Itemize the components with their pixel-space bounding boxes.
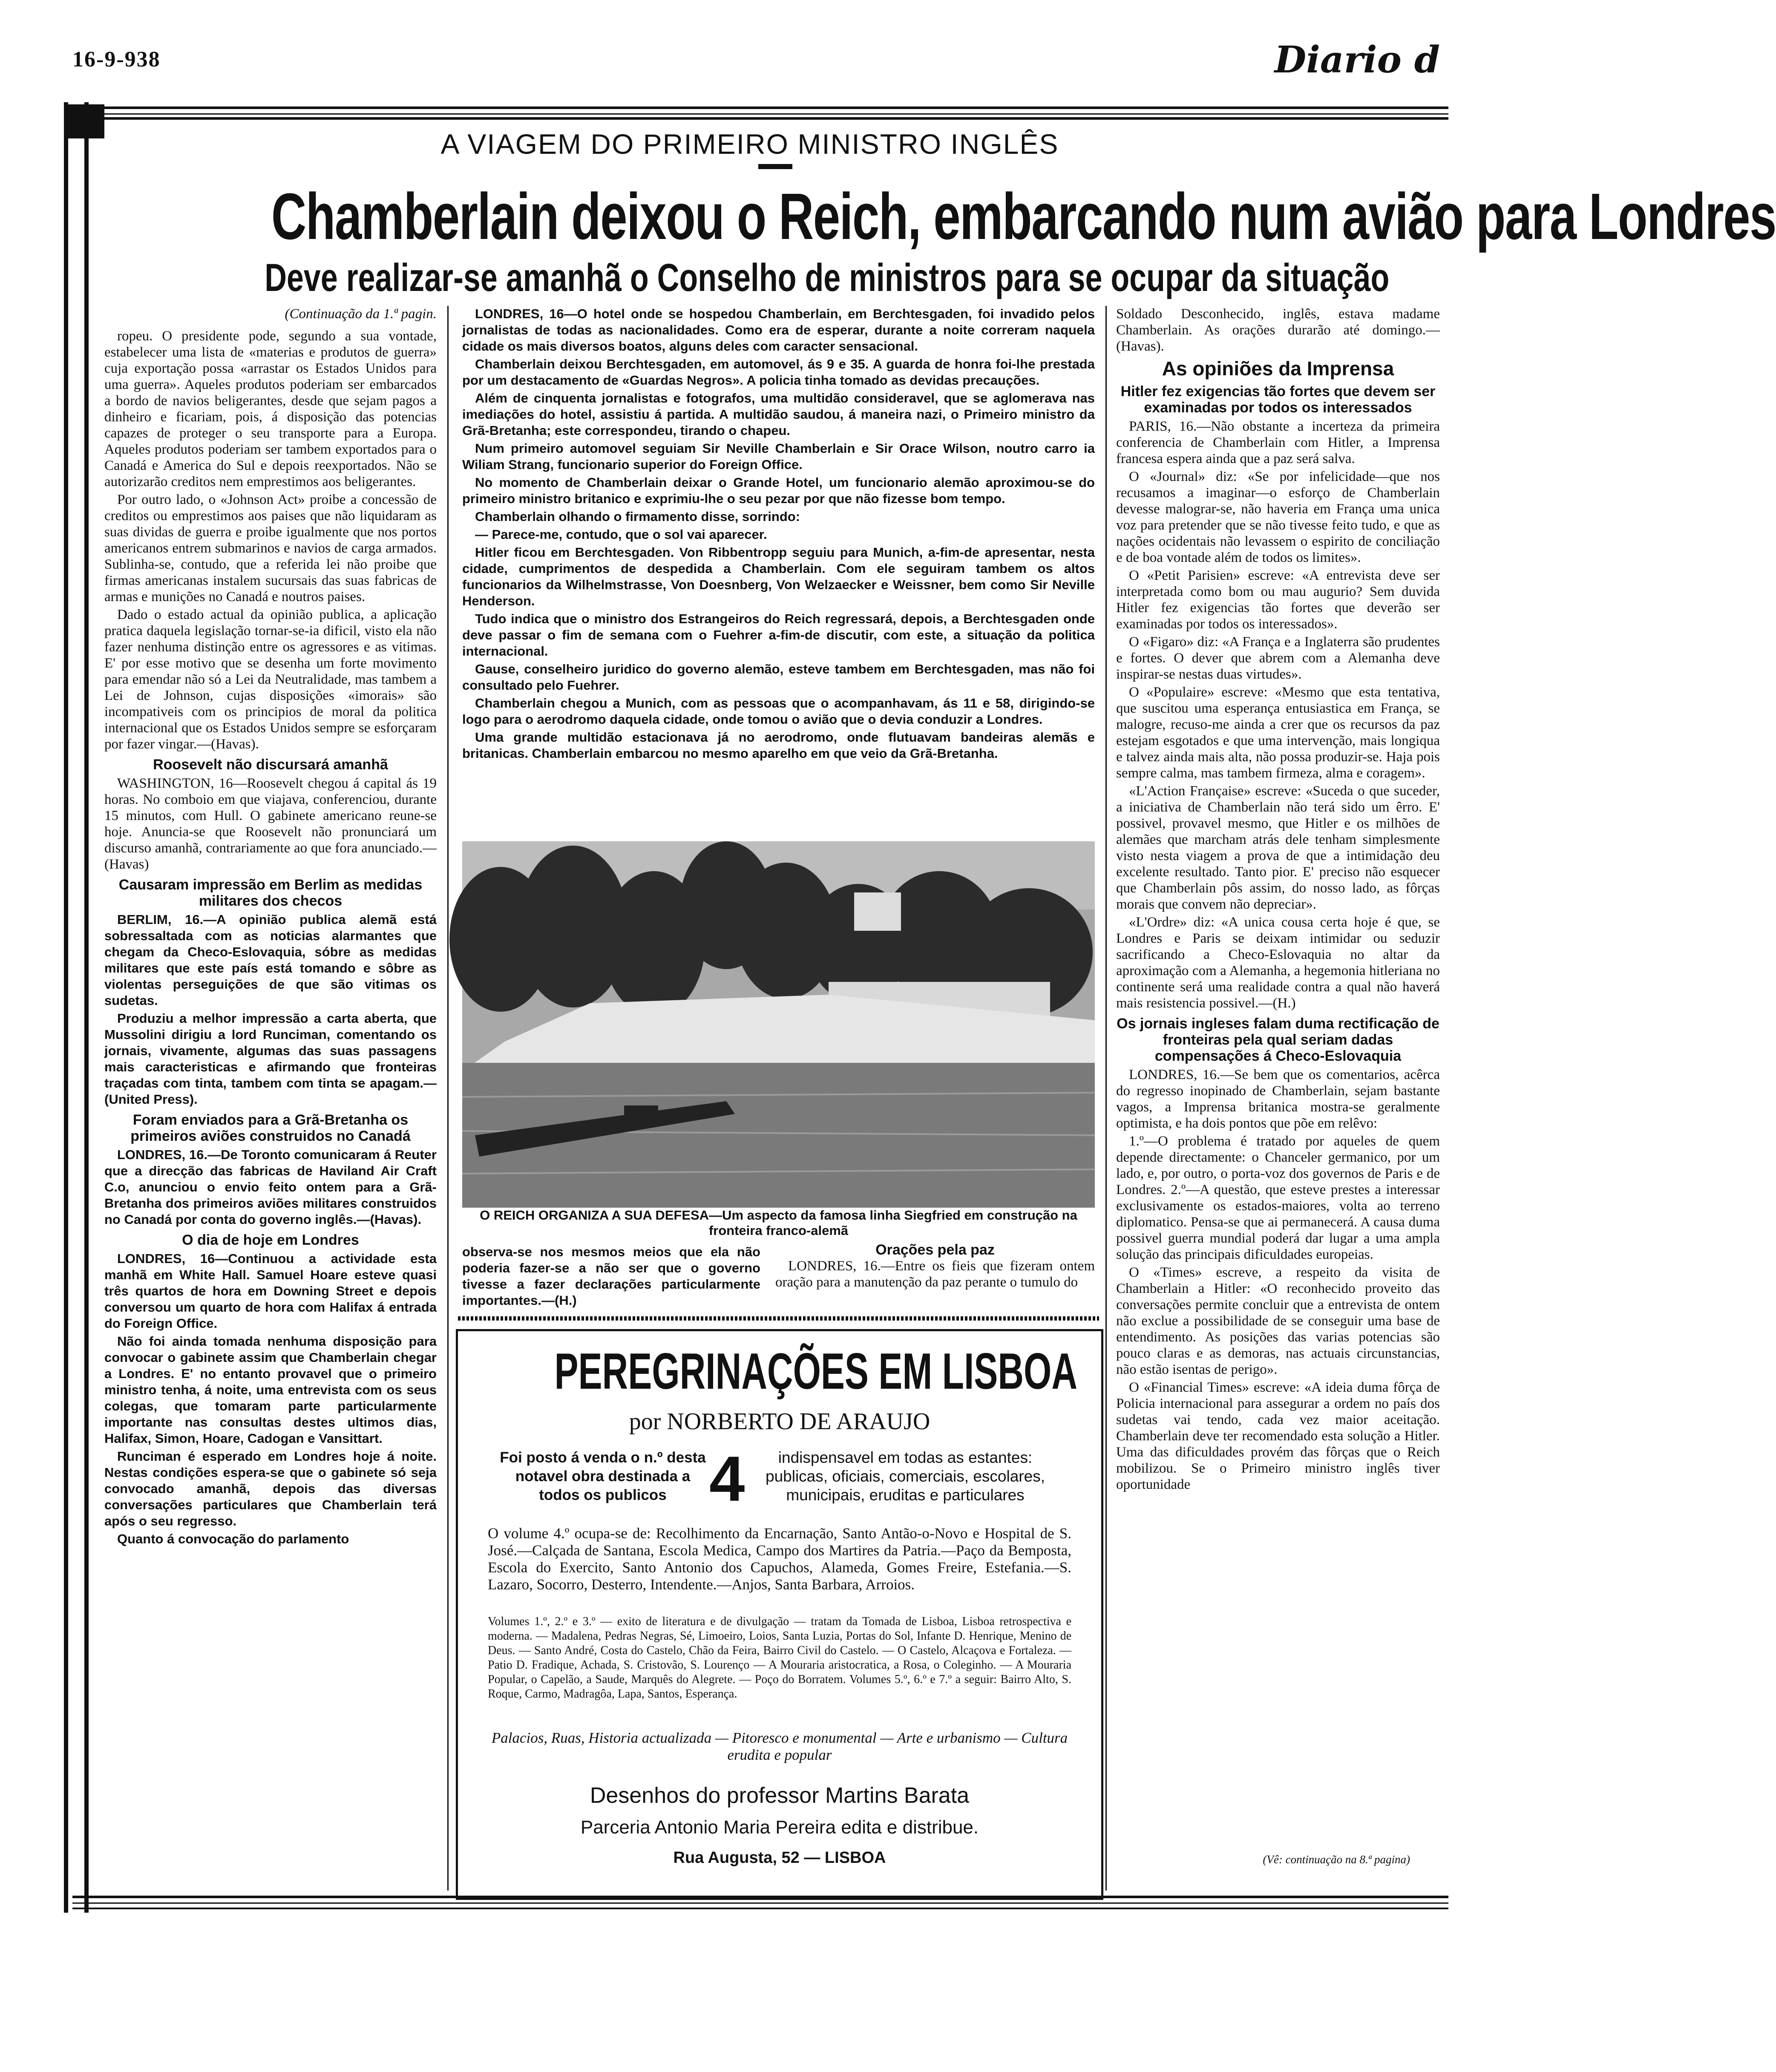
paragraph: Chamberlain chegou a Munich, com as pessoas que o acompanhavam, ás 11 e 58, dirigindo-se logo para o aerodromo daquela cidade, onde tomou o avião que o devia conduzir a Londres. [462, 696, 1095, 727]
paragraph: O «Times» escreve, a respeito da visita de Chamberlain a Hitler: «O reconhecido proveito das conversações permite concluir que a entrevista de ontem não exclue a possibilidade de se conseguir uma base de entendimento. As posições das varias potencias são pouco claras e as demoras, nas actuais circunstancias, não estão isentas de perigo». [1116, 1265, 1440, 1377]
ad-title: PEREGRINAÇÕES EM LISBOA [554, 1343, 1077, 1400]
column-2 [462, 306, 1095, 836]
paragraph: LONDRES, 16.—Entre os fieis que fizeram ontem oração para a manutenção da paz perante o tumulo do [775, 1258, 1095, 1290]
paragraph: Quanto á convocação do parlamento [117, 1531, 349, 1546]
ad-publisher: Parceria Antonio Maria Pereira edita e distribue. [580, 1817, 979, 1838]
paragraph: O «Journal» diz: «Se por infelicidade—que nos recusamos a imaginar—o esforço de Chamberlain devesse malograr-se, não haveria em França uma unica voz para pretender que se não tivesse feito tudo, e que as nações ocidentais não levassem o espirito de conciliação e de boa vontade além de todos os limites». [1116, 469, 1440, 565]
ad-illustrator: Desenhos do professor Martins Barata [590, 1783, 970, 1808]
paragraph: O «Populaire» escreve: «Mesmo que esta tentativa, que suscitou uma esperança entusiastica em França, se malogre, recuso-me ainda a crer que os recursos da paz estejam esgotados e que uma intervenção, mais longiqua e talvez ainda mais alta, não possa produzir-se. Haja pois sempre calma, mas tambem firmeza, alma e coragem». [1116, 685, 1440, 781]
section-heading: Orações pela paz [875, 1242, 995, 1258]
subhead: Deve realizar-se amanhã o Conselho de ministros para se ocupar da situação [265, 256, 1390, 299]
paragraph: Soldado Desconhecido, inglês, estava madame Chamberlain. As orações durarão até domingo.—(Havas). [1116, 306, 1440, 354]
section-heading: O dia de hoje em Londres [182, 1232, 359, 1248]
continuation-footnote: (Vê: continuação na 8.ª pagina) [1263, 1853, 1410, 1866]
paragraph: Gause, conselheiro juridico do governo alemão, esteve tambem em Berchtesgaden, mas não foi consultado pelo Fuehrer. [462, 662, 1095, 693]
paragraph: Chamberlain olhando o firmamento disse, sorrindo: [475, 509, 800, 524]
paragraph: PARIS, 16.—Não obstante a incerteza da primeira conferencia de Chamberlain com Hitler, a Imprensa francesa espera ainda que a paz será salva. [1116, 419, 1440, 466]
ad-volumes: Volumes 1.º, 2.º e 3.º — exito de literatura e de divulgação — tratam da Tomada de Lisboa, Lisboa retrospectiva e moderna. — Madalena, Pedras Negras, Sé, Limoeiro, Loios, Santa Luzia, Portas do Sol, Infante D. Henrique, Menino de Deus. — Santo André, Costa do Castelo, Chão da Feira, Bairro Civil do Castelo. — O Castelo, Alcaçova e Fortaleza. — Patio D. Fradique, Achada, S. Cristovão, S. Lourenço — A Mouraria aristocratica, a Rosa, o Coleginho. — A Mouraria Popular, o Capelão, a Saude, Marquês do Alegrete. — Poço do Borratem. Volumes 5.º, 6.º e 7.º a seguir: Bairro Alto, S. Roque, Carmo, Madragôa, Lapa, Santos, Esperança. [488, 1615, 1071, 1701]
left-frame [64, 102, 89, 1913]
paragraph: 1.º—O problema é tratado por aqueles de quem depende directamente: o Chanceler germanico, por um lado, e, por outro, o porta-voz dos governos de Paris e de Londres. 2.º—A questão, que esteve prestes a interessar exclusivamente os estados-maiores, volta ao terreno diplomatico. Pensa-se que ai permanecerá. A causa duma possivel guerra mundial poderá dar lugar a uma ampla solução das principais dificuldades europeias. [1116, 1134, 1440, 1262]
continuation-note: (Continuação da 1.ª pagin. [285, 306, 437, 322]
paragraph: No momento de Chamberlain deixar o Grande Hotel, um funcionario alemão aproximou-se do primeiro ministro britanico e exprimiu-lhe o seu pezar por que não fizesse bom tempo. [462, 475, 1095, 506]
footer-rule [72, 1896, 1448, 1904]
section-heading: As opiniões da Imprensa [1162, 357, 1394, 380]
paragraph: O «Figaro» diz: «A França e a Inglaterra são prudentes e fortes. O dever que abrem com a Alemanha deve inspirar-se nestas duas virtudes». [1116, 634, 1440, 682]
paragraph: Por outro lado, o «Johnson Act» proibe a concessão de creditos ou emprestimos aos paises que não liquidaram as suas dividas de guerra e proibe igualmente que nos portos americanos entrem submarinos e navios de carga armados. Sublinha-se, contudo, que a referida lei não proibe que firmas americanas instalem sucursais das suas fabricas de armas e munições no Canadá e noutros paises. [104, 492, 437, 604]
ad-volume-4: O volume 4.º ocupa-se de: Recolhimento da Encarnação, Santo Antão-o-Novo e Hospital de S. José.—Calçada de Santana, Escola Medica, Campo dos Martires da Patria.—Paço da Bemposta, Escola do Exercito, Santo Antonio dos Capuchos, Alameda, Gomes Freire, Estefania.—S. Lazaro, Socorro, Desterro, Intendente.—Anjos, Santa Barbara, Arroios. [488, 1525, 1071, 1593]
column-3 [1116, 306, 1440, 1848]
page-date: 16-9-938 [72, 47, 161, 72]
ad-volume-number: 4 [709, 1443, 745, 1514]
section-heading: Roosevelt não discursará amanhã [153, 757, 388, 773]
paragraph: Dado o estado actual da opinião publica, a aplicação pratica daquela legislação tornar-se-ia dificil, visto ela não fazer nenhuma distinção entre os agressores e as vitimas. E' por esse motivo que se desenha um forte movimento para emendar não só a Lei da Neutralidade, mas tambem a Lei de Johnson, cujas disposições «imorais» são incompativeis com os principios de moral da politica internacional que os Estados Unidos sempre se esforçaram por fazer vingar.—(Havas). [104, 607, 437, 752]
paragraph: WASHINGTON, 16—Roosevelt chegou á capital ás 19 horas. No comboio em que viajava, conferenciou, durante 15 minutos, com Hull. O gabinete americano reune-se hoje. Anuncia-se que Roosevelt não pronunciará um discurso amanhã, contrariamente ao que fora anunciado.—(Havas) [104, 776, 437, 872]
ad-left-text: Foi posto á venda o n.º desta notavel obra destinada a todos os publicos [500, 1449, 706, 1503]
footer-rule-2 [72, 1908, 1448, 1909]
ad-border-ornament [458, 1316, 1099, 1321]
ad-right-text: indispensavel em todas as estantes: publicas, oficiais, comerciais, escolares, municipais, eruditas e particulares [766, 1449, 1045, 1504]
kicker-ornament [758, 164, 792, 169]
paragraph: — Parece-me, contudo, que o sol vai aparecer. [475, 527, 767, 542]
photo-caption: O REICH ORGANIZA A SUA DEFESA—Um aspecto da famosa linha Siegfried em construção na fronteira franco-alemã [480, 1208, 1077, 1238]
ad-tagline: Palacios, Ruas, Historia actualizada — Pitoresco e monumental — Arte e urbanismo — Cultura erudita e popular [491, 1730, 1068, 1763]
paragraph: Produziu a melhor impressão a carta aberta, que Mussolini dirigiu a lord Runciman, comentando os jornais, vivamente, algumas das suas passagens mais caracteristicas e afirmando que fronteiras traçadas com tinta, tambem com tinta se apagam.—(United Press). [104, 1011, 437, 1107]
paragraph: O «Financial Times» escreve: «A ideia duma fôrça de Policia internacional para assegurar a ordem no país dos sudetas vai tendo, cada vez maior aceitação. Chamberlain deve ter recomendado esta solução a Hitler. Uma das dificuldades provém das fôrças que o Reich mobilizou. Se o Primeiro ministro inglês tiver oportunidade [1116, 1380, 1440, 1492]
paragraph: LONDRES, 16—O hotel onde se hospedou Chamberlain, em Berchtesgaden, foi invadido pelos jornalistas de todas as nacionalidades. Como era de esperar, durante a noite correram naquela cidade os mais diversos boatos, alguns deles com caracter sensacional. [462, 306, 1095, 354]
paragraph: Num primeiro automovel seguiam Sir Neville Chamberlain e Sir Orace Wilson, noutro carro ia Wiliam Strang, funcionario superior do Foreign Office. [462, 441, 1095, 472]
paragraph: «L'Ordre» diz: «A unica cousa certa hoje é que, se Londres e Paris se deixam intimidar ou seduzir sacrificando a Checo-Eslovaquia no altar da aproximação com a Alemanha, a hegemonia hitleriana no continente será uma realidade contra a qual não haverá mais resistencia possivel.—(H.) [1116, 915, 1440, 1011]
paragraph: O «Petit Parisien» escreve: «A entrevista deve ser interpretada como bom ou mau augurio? Sem duvida Hitler fez exigencias tão fortes que deverão ser examinadas por todos os interessados». [1116, 568, 1440, 632]
corner-block [64, 104, 104, 138]
paragraph: Uma grande multidão estacionava já no aerodromo, onde flutuavam bandeiras alemãs e britanicas. Chamberlain embarcou no mesmo aparelho em que veio da Grã-Bretanha. [462, 730, 1095, 761]
column-divider [447, 306, 449, 1891]
under-photo-left [462, 1244, 760, 1308]
section-subheading: Hitler fez exigencias tão fortes que devem ser examinadas por todos os interessados [1120, 383, 1436, 416]
paragraph: ropeu. O presidente pode, segundo a sua vontade, estabelecer uma lista de «materias e produtos de guerra» cuja exportação possa «arrastar os Estados Unidos para uma guerra». Aqueles produtos poderiam ser embarcados a bordo de navios beligerantes, desde que sejam pagos a dinheiro e ficariam, pois, á disposição das potencias capazes de proteger o seu transporte para a Europa. Aqueles produtos poderiam ser tambem exportados para o Canadá e America do Sul e depois reexportados. Não se autorizarão creditos nem emprestimos aos beligerantes. [104, 328, 437, 489]
ad-author: por NORBERTO DE ARAUJO [629, 1408, 930, 1435]
paragraph: Chamberlain deixou Berchtesgaden, em automovel, ás 9 e 35. A guarda de honra foi-lhe prestada por um destacamento de «Guardas Negros». A policia tinha tomado as devidas precauções. [462, 357, 1095, 388]
kicker: A VIAGEM DO PRIMEIRO MINISTRO INGLÊS [440, 128, 1059, 160]
column-divider [1105, 306, 1107, 1891]
paragraph: «L'Action Française» escreve: «Suceda o que suceder, a iniciativa de Chamberlain não terá sido um êrro. E' possivel, provavel mesmo, que Hitler e os milhões de alemães que marcham atrás dele tenham simplesmente visto nesta viagem a prova de que a intimidação deu excelente resultado. Tanto pior. E' preciso não esquecer que Chamberlain pôs assim, do nosso lado, as fôrças morais que convem não depreciar». [1116, 783, 1440, 912]
paragraph: LONDRES, 16.—De Toronto comunicaram á Reuter que a direcção das fabricas de Haviland Air Craft C.o, anunciou o envio feito ontem para a Grã-Bretanha dos primeiros aviões militares construidos no Canadá por conta do governo inglês.—(Havas). [104, 1147, 437, 1227]
paragraph: Não foi ainda tomada nenhuma disposição para convocar o gabinete assim que Chamberlain chegar a Londres. E' no entanto provavel que o primeiro ministro tenha, á noite, uma entrevista com os seus colegas, que tomaram parte particularmente importante nas consultas destes ultimos dias, Halifax, Simon, Hoare, Cadogan e Vansittart. [104, 1334, 437, 1446]
section-heading: Os jornais ingleses falam duma rectificação de fronteiras pela qual seriam dadas compensações á Checo-Eslovaquia [1117, 1016, 1439, 1064]
news-photo [462, 841, 1095, 1208]
paragraph: Tudo indica que o ministro dos Estrangeiros do Reich regressará, depois, a Berchtesgaden onde deve passar o fim de semana com o Fuehrer a-fim-de discutir, com este, a situação da politica internacional. [462, 611, 1095, 659]
under-photo-right [775, 1242, 1095, 1310]
paragraph: LONDRES, 16—Continuou a actividade esta manhã em White Hall. Samuel Hoare esteve quasi três quartos de hora em Downing Street e depois conversou um quarto de hora com Halifax á entrada do Foreign Office. [104, 1251, 437, 1331]
book-advertisement [456, 1329, 1103, 1900]
section-heading: Causaram impressão em Berlim as medidas militares dos checos [118, 877, 423, 909]
column-1 [104, 306, 437, 1891]
paragraph: BERLIM, 16.—A opinião publica alemã está sobressaltada com as noticias alarmantes que chegam da Checo-Eslovaquia, sóbre as medidas militares que este país está tomando e sôbre as violentas perseguições de que são vitimas os sudetas. [104, 912, 437, 1008]
paragraph: LONDRES, 16.—Se bem que os comentarios, acêrca do regresso inopinado de Chamberlain, sejam bastante vagos, a Imprensa britanica mostra-se geralmente optimista, e ha dois pontos que põe em relêvo: [1116, 1067, 1440, 1131]
photo-illustration [462, 841, 1095, 1208]
section-heading: Foram enviados para a Grã-Bretanha os primeiros aviões construidos no Canadá [130, 1112, 411, 1144]
header-rule [72, 106, 1448, 115]
header-rule-2 [72, 117, 1448, 121]
paragraph: Além de cinquenta jornalistas e fotografos, uma multidão consideravel, que se aglomerava nas imediações do hotel, assistiu á partida. A multidão saudou, á maneira nazi, o Primeiro ministro da Grã-Bretanha; este correspondeu, tirando o chapeu. [462, 391, 1095, 438]
newspaper-name: Diario d [1274, 38, 1440, 81]
ad-address: Rua Augusta, 52 — LISBOA [673, 1849, 886, 1867]
paragraph: observa-se nos mesmos meios que ela não poderia fazer-se a não ser que o governo tivesse a fazer declarações particularmente importantes.—(H.) [462, 1244, 760, 1308]
paragraph: Hitler ficou em Berchtesgaden. Von Ribbentropp seguiu para Munich, a-fim-de apresentar, nesta cidade, cumprimentos de despedida a Chamberlain. Com ele seguiram tambem os altos funcionarios da Wilhelmstrasse, Von Doesnberg, Von Welzaecker e Weissner, bem como Sir Neville Henderson. [462, 545, 1095, 608]
headline: Chamberlain deixou o Reich, embarcando num avião para Londres [271, 180, 1776, 253]
paragraph: Runciman é esperado em Londres hoje á noite. Nestas condições espera-se que o gabinete só seja convocado amanhã, depois das diversas conversações particulares que Chamberlain terá após o seu regresso. [104, 1449, 437, 1528]
